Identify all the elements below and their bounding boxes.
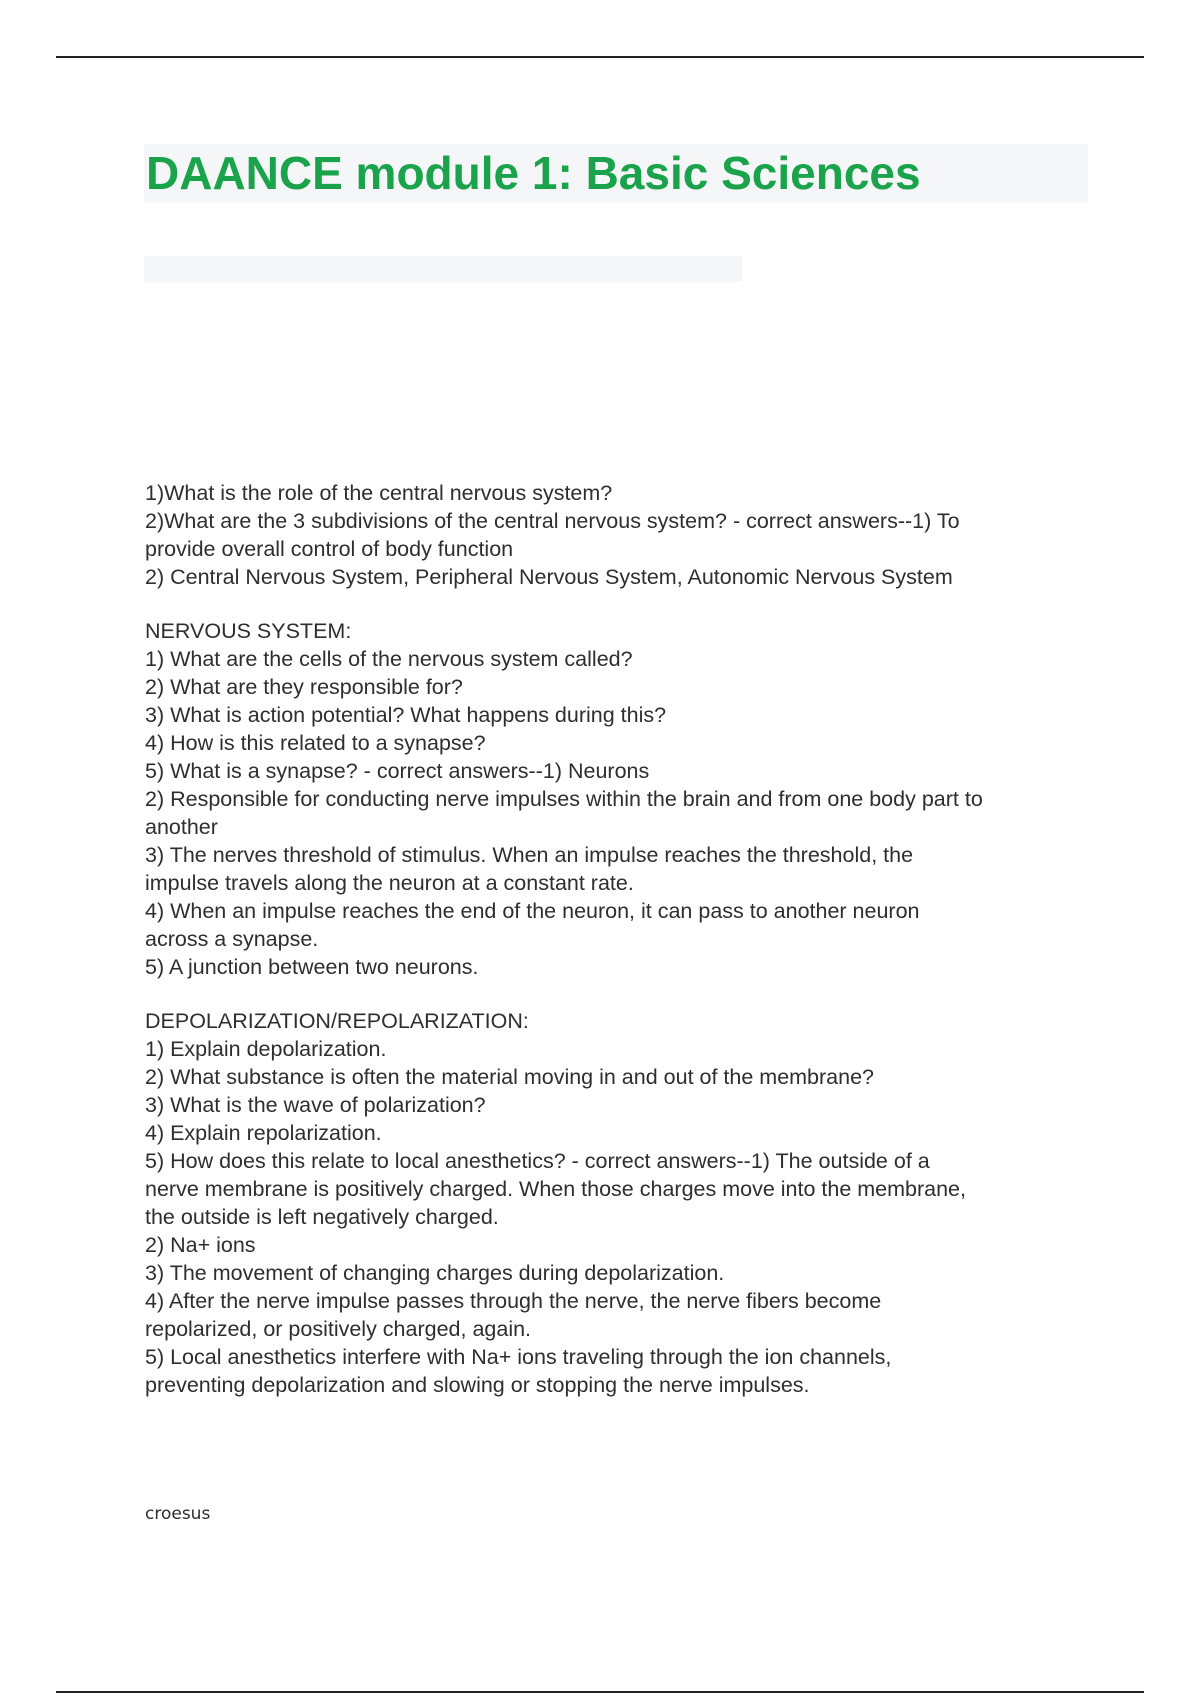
text-line: 4) How is this related to a synapse? xyxy=(145,731,486,755)
text-line: 2) Central Nervous System, Peripheral Nervous System, Autonomic Nervous System xyxy=(145,565,953,589)
text-line: 1)What is the role of the central nervous system? xyxy=(145,481,613,505)
section-nervous-system xyxy=(145,617,1095,981)
text-line: provide overall control of body function xyxy=(145,537,514,561)
paragraph-gap xyxy=(145,591,1095,617)
text-line: another xyxy=(145,815,218,839)
text-line: repolarized, or positively charged, again. xyxy=(145,1317,532,1341)
section-depolarization xyxy=(145,1007,1095,1399)
text-line: 2)What are the 3 subdivisions of the central nervous system? - correct answers--1) To xyxy=(145,509,960,533)
text-line: across a synapse. xyxy=(145,927,319,951)
text-line: preventing depolarization and slowing or stopping the nerve impulses. xyxy=(145,1373,810,1397)
text-line: 4) When an impulse reaches the end of the neuron, it can pass to another neuron xyxy=(145,899,920,923)
text-line: 4) After the nerve impulse passes through the nerve, the nerve fibers become xyxy=(145,1289,882,1313)
footer-watermark-text: croesus xyxy=(145,1504,211,1524)
paragraph-gap xyxy=(145,981,1095,1007)
text-line: 4) Explain repolarization. xyxy=(145,1121,382,1145)
text-line: 5) A junction between two neurons. xyxy=(145,955,479,979)
section-heading: DEPOLARIZATION/REPOLARIZATION: xyxy=(145,1009,529,1033)
blank-subtitle-bar xyxy=(144,256,742,282)
text-line: the outside is left negatively charged. xyxy=(145,1205,499,1229)
text-line: impulse travels along the neuron at a constant rate. xyxy=(145,871,634,895)
text-line: 2) What are they responsible for? xyxy=(145,675,463,699)
text-line: 5) What is a synapse? - correct answers--1) Neurons xyxy=(145,759,650,783)
text-line: 1) What are the cells of the nervous system called? xyxy=(145,647,633,671)
document-body xyxy=(145,479,1095,1399)
text-line: 3) What is the wave of polarization? xyxy=(145,1093,486,1117)
text-line: 2) Responsible for conducting nerve impulses within the brain and from one body part to xyxy=(145,787,983,811)
text-line: 3) What is action potential? What happens during this? xyxy=(145,703,667,727)
text-line: 5) Local anesthetics interfere with Na+ ions traveling through the ion channels, xyxy=(145,1345,892,1369)
text-line: 2) Na+ ions xyxy=(145,1233,256,1257)
text-line: 5) How does this relate to local anesthetics? - correct answers--1) The outside of a xyxy=(145,1149,930,1173)
text-line: 2) What substance is often the material moving in and out of the membrane? xyxy=(145,1065,875,1089)
bottom-rule xyxy=(56,1691,1144,1693)
section-cns xyxy=(145,479,1095,591)
top-rule xyxy=(56,56,1144,58)
section-heading: NERVOUS SYSTEM: xyxy=(145,619,352,643)
text-line: nerve membrane is positively charged. When those charges move into the membrane, xyxy=(145,1177,966,1201)
document-title: DAANCE module 1: Basic Sciences xyxy=(146,147,921,199)
text-line: 3) The movement of changing charges during depolarization. xyxy=(145,1261,725,1285)
text-line: 3) The nerves threshold of stimulus. When an impulse reaches the threshold, the xyxy=(145,843,914,867)
text-line: 1) Explain depolarization. xyxy=(145,1037,387,1061)
